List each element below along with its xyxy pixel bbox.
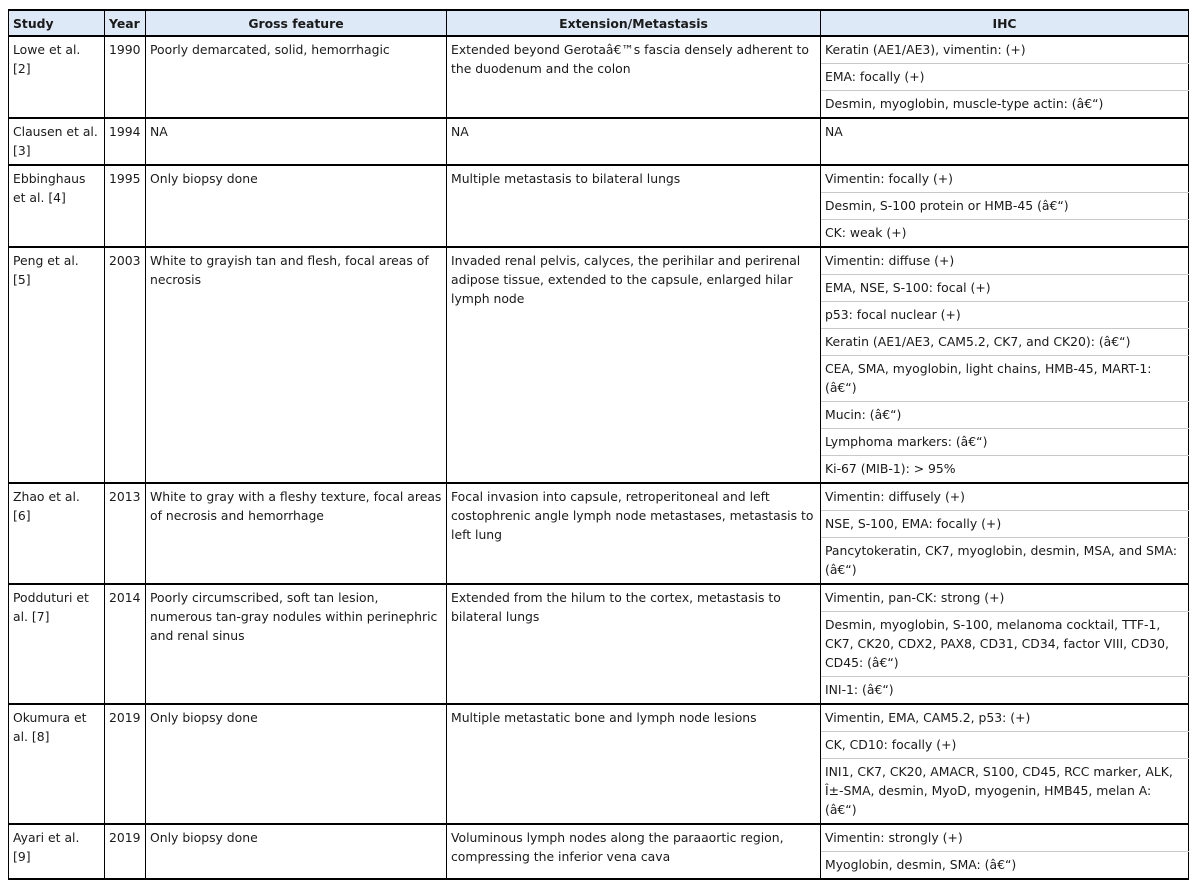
study-cell: Ebbinghaus et al. [4]	[9, 165, 105, 247]
gross-feature-cell: NA	[146, 118, 447, 165]
header-study: Study	[9, 10, 105, 36]
study-cell: Podduturi et al. [7]	[9, 584, 105, 704]
table-row	[9, 824, 1189, 852]
study-cell: Ayari et al. [9]	[9, 824, 105, 879]
study-cell: Peng et al. [5]	[9, 247, 105, 483]
header-extension-metastasis: Extension/Metastasis	[447, 10, 821, 36]
ihc-cell: Vimentin: diffuse (+)	[821, 247, 1189, 275]
extension-metastasis-cell: Extended beyond Gerotaâ€™s fascia densely adherent to the duodenum and the colon	[447, 36, 821, 118]
gross-feature-cell: Only biopsy done	[146, 165, 447, 247]
ihc-cell: Vimentin, pan-CK: strong (+)	[821, 584, 1189, 612]
gross-feature-cell: Only biopsy done	[146, 704, 447, 824]
ihc-cell: Myoglobin, desmin, SMA: (â€“)	[821, 852, 1189, 880]
ihc-cell: Vimentin: diffusely (+)	[821, 483, 1189, 511]
year-cell: 1995	[105, 165, 146, 247]
gross-feature-cell: Poorly demarcated, solid, hemorrhagic	[146, 36, 447, 118]
ihc-cell: Vimentin: focally (+)	[821, 165, 1189, 193]
extension-metastasis-cell: NA	[447, 118, 821, 165]
year-cell: 2019	[105, 824, 146, 879]
table-body	[9, 36, 1189, 879]
ihc-cell: NA	[821, 118, 1189, 165]
ihc-cell: Pancytokeratin, CK7, myoglobin, desmin, MSA, and SMA: (â€“)	[821, 538, 1189, 585]
table-header	[9, 10, 1189, 36]
header-row	[9, 10, 1189, 36]
ihc-cell: EMA: focally (+)	[821, 64, 1189, 91]
ihc-cell: INI-1: (â€“)	[821, 677, 1189, 705]
ihc-cell: EMA, NSE, S-100: focal (+)	[821, 275, 1189, 302]
extension-metastasis-cell: Focal invasion into capsule, retroperitoneal and left costophrenic angle lymph node metastases, metastasis to left lung	[447, 483, 821, 584]
table-row	[9, 584, 1189, 612]
extension-metastasis-cell: Voluminous lymph nodes along the paraaortic region, compressing the inferior vena cava	[447, 824, 821, 879]
study-cell: Okumura et al. [8]	[9, 704, 105, 824]
gross-feature-cell: Poorly circumscribed, soft tan lesion, numerous tan-gray nodules within perinephric and renal sinus	[146, 584, 447, 704]
header-year: Year	[105, 10, 146, 36]
ihc-cell: Lymphoma markers: (â€“)	[821, 429, 1189, 456]
gross-feature-cell: White to grayish tan and flesh, focal areas of necrosis	[146, 247, 447, 483]
table-row	[9, 165, 1189, 193]
ihc-cell: Desmin, myoglobin, S-100, melanoma cocktail, TTF-1, CK7, CK20, CDX2, PAX8, CD31, CD34, factor VIII, CD30, CD45: (â€“)	[821, 612, 1189, 677]
study-cell: Zhao et al. [6]	[9, 483, 105, 584]
ihc-cell: p53: focal nuclear (+)	[821, 302, 1189, 329]
study-cell: Lowe et al. [2]	[9, 36, 105, 118]
ihc-cell: Vimentin: strongly (+)	[821, 824, 1189, 852]
header-ihc: IHC	[821, 10, 1189, 36]
ihc-cell: Mucin: (â€“)	[821, 402, 1189, 429]
ihc-cell: Keratin (AE1/AE3), vimentin: (+)	[821, 36, 1189, 64]
year-cell: 2014	[105, 584, 146, 704]
extension-metastasis-cell: Invaded renal pelvis, calyces, the perihilar and perirenal adipose tissue, extended to the capsule, enlarged hilar lymph node	[447, 247, 821, 483]
ihc-cell: NSE, S-100, EMA: focally (+)	[821, 511, 1189, 538]
ihc-cell: Vimentin, EMA, CAM5.2, p53: (+)	[821, 704, 1189, 732]
table-row	[9, 36, 1189, 64]
year-cell: 2013	[105, 483, 146, 584]
ihc-cell: CK, CD10: focally (+)	[821, 732, 1189, 759]
ihc-cell: CEA, SMA, myoglobin, light chains, HMB-45, MART-1: (â€“)	[821, 356, 1189, 402]
ihc-cell: Ki-67 (MIB-1): > 95%	[821, 456, 1189, 484]
year-cell: 2003	[105, 247, 146, 483]
ihc-cell: Desmin, S-100 protein or HMB-45 (â€“)	[821, 193, 1189, 220]
extension-metastasis-cell: Multiple metastasis to bilateral lungs	[447, 165, 821, 247]
table-row	[9, 483, 1189, 511]
study-cell: Clausen et al. [3]	[9, 118, 105, 165]
ihc-cell: CK: weak (+)	[821, 220, 1189, 248]
extension-metastasis-cell: Multiple metastatic bone and lymph node lesions	[447, 704, 821, 824]
gross-feature-cell: Only biopsy done	[146, 824, 447, 879]
gross-feature-cell: White to gray with a fleshy texture, focal areas of necrosis and hemorrhage	[146, 483, 447, 584]
header-gross-feature: Gross feature	[146, 10, 447, 36]
extension-metastasis-cell: Extended from the hilum to the cortex, metastasis to bilateral lungs	[447, 584, 821, 704]
table-row	[9, 118, 1189, 165]
ihc-cell: Keratin (AE1/AE3, CAM5.2, CK7, and CK20): (â€“)	[821, 329, 1189, 356]
ihc-cell: Desmin, myoglobin, muscle-type actin: (â€“)	[821, 91, 1189, 119]
year-cell: 1990	[105, 36, 146, 118]
studies-table	[8, 9, 1189, 880]
table-row	[9, 247, 1189, 275]
year-cell: 1994	[105, 118, 146, 165]
year-cell: 2019	[105, 704, 146, 824]
ihc-cell: INI1, CK7, CK20, AMACR, S100, CD45, RCC marker, ALK, Î±-SMA, desmin, MyoD, myogenin, HMB45, melan A: (â€“)	[821, 759, 1189, 825]
table-row	[9, 704, 1189, 732]
